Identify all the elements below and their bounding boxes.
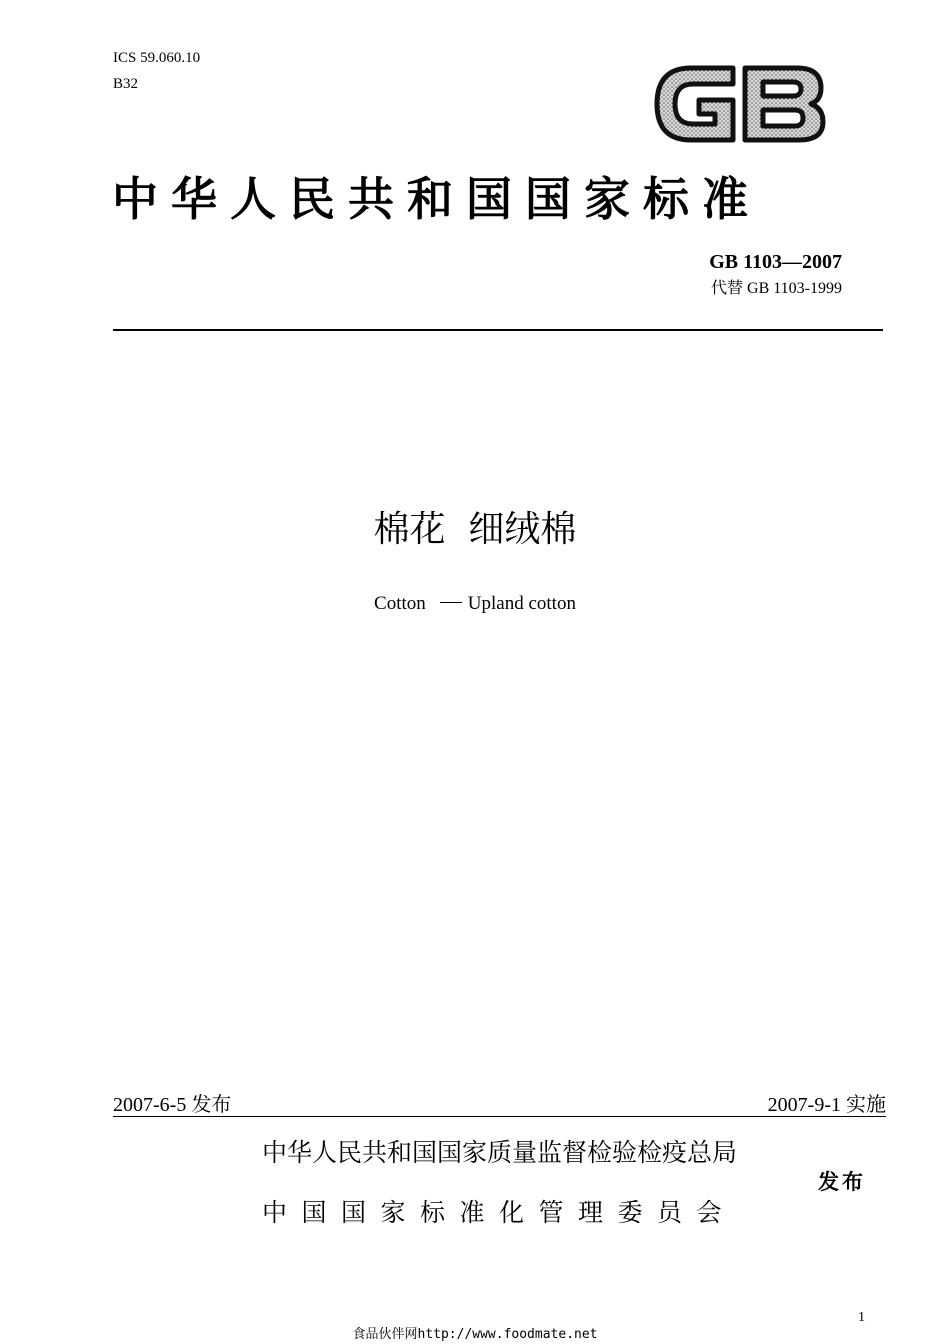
date-divider	[113, 1116, 886, 1117]
standard-number: GB 1103—2007	[709, 251, 842, 273]
issuer-aqsiq: 中华人民共和国国家质量监督检验检疫总局	[262, 1138, 738, 1167]
standard-title-chinese: 棉花 细绒棉	[373, 509, 577, 550]
title-english-part2: Upland cotton	[467, 593, 576, 614]
replaces-label: 代替	[711, 278, 744, 297]
implementation-date: 2007-9-1 实施	[767, 1094, 886, 1116]
footer-source: 食品伙伴网http://www.foodmate.net	[352, 1327, 598, 1342]
gb-logo-icon	[651, 58, 829, 150]
ccs-code: B32	[113, 76, 139, 92]
ics-code: ICS 59.060.10	[113, 50, 201, 66]
publish-label: 发布	[818, 1170, 866, 1194]
page-number: 1	[858, 1310, 865, 1325]
issuer-sac: 中国国家标准化管理委员会	[262, 1198, 737, 1227]
issue-date: 2007-6-5 发布	[113, 1094, 232, 1116]
replaces-line	[711, 278, 842, 299]
title-english-part1: Cotton	[374, 593, 426, 614]
title-dash	[440, 602, 462, 603]
replaced-standard-number: GB 1103-1999	[747, 280, 842, 297]
standard-title-english	[0, 592, 950, 616]
national-standard-title: 中华人民共和国国家标准	[112, 174, 761, 225]
header-divider	[113, 329, 883, 331]
gb-logo	[651, 58, 829, 150]
